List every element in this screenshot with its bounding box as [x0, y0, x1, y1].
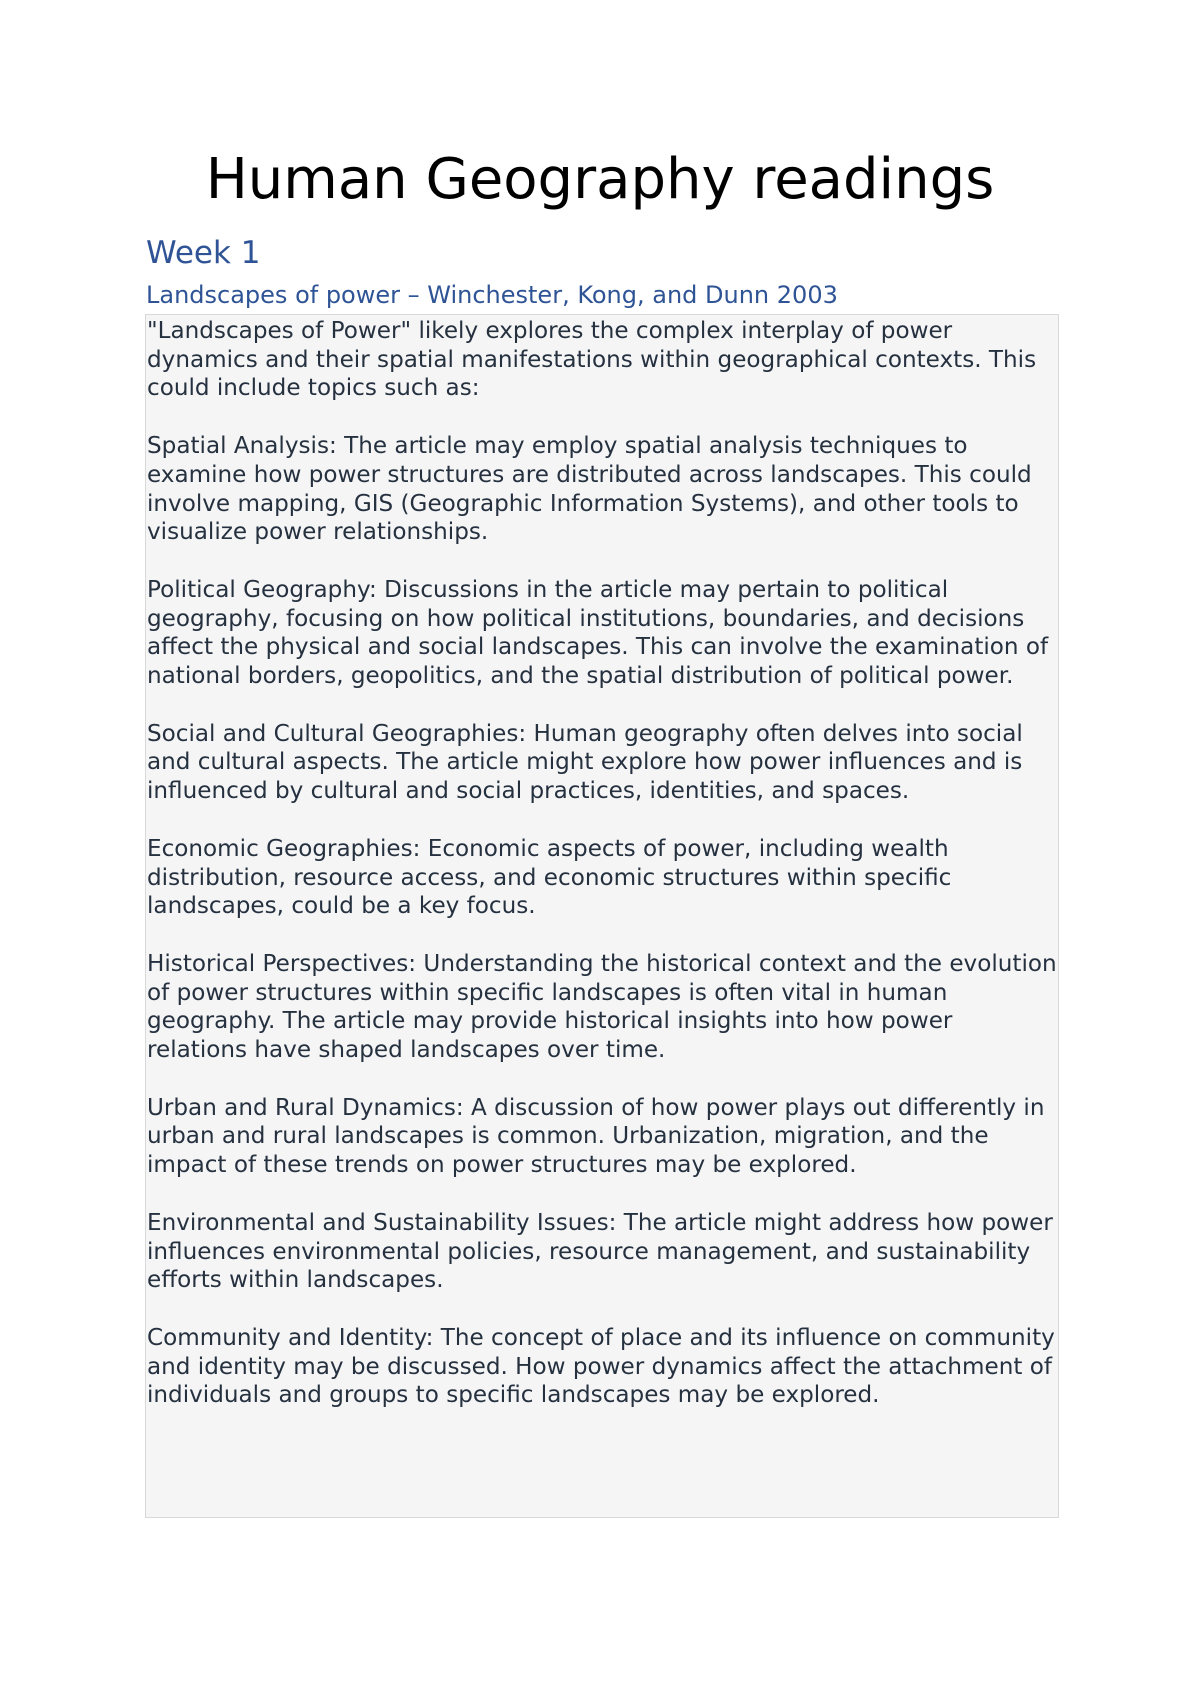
document-title: Human Geography readings	[205, 147, 995, 212]
summary-text-box	[145, 314, 1059, 1518]
summary-paragraph-social-cultural: Social and Cultural Geographies: Human geography often delves into social and cultural aspects. The article might explore how power influences and is influenced by cultural and social practices, identities, and spaces.	[147, 720, 1023, 805]
summary-paragraph-urban-rural: Urban and Rural Dynamics: A discussion of how power plays out differently in urban and rural landscapes is common. Urbanization, migration, and the impact of these trends on power structures may be explored.	[147, 1094, 1045, 1179]
summary-paragraph-historical: Historical Perspectives: Understanding the historical context and the evolution of power structures within specific landscapes is often vital in human geography. The article may provide historical insights into how power relations have shaped landscapes over time.	[147, 950, 1057, 1064]
summary-paragraph-political-geography: Political Geography: Discussions in the article may pertain to political geography, focusing on how political institutions, boundaries, and decisions affect the physical and social landscapes. This can involve the examination of national borders, geopolitics, and the spatial distribution of political power.	[147, 576, 1049, 690]
week-heading: Week 1	[146, 235, 261, 271]
summary-paragraph-spatial-analysis: Spatial Analysis: The article may employ spatial analysis techniques to examine how power structures are distributed across landscapes. This could involve mapping, GIS (Geographic Information Systems), and other tools to visualize power relationships.	[147, 433, 1032, 546]
summary-paragraph-environmental: Environmental and Sustainability Issues: The article might address how power influences environmental policies, resource management, and sustainability efforts within landscapes.	[147, 1209, 1053, 1294]
summary-paragraph-economic: Economic Geographies: Economic aspects of power, including wealth distribution, resource access, and economic structures within specific landscapes, could be a key focus.	[147, 835, 952, 920]
summary-paragraph-community-identity: Community and Identity: The concept of place and its influence on community and identity may be discussed. How power dynamics affect the attachment of individuals and groups to specific landscapes may be explored.	[147, 1324, 1055, 1409]
summary-paragraph-intro: "Landscapes of Power" likely explores the complex interplay of power dynamics and their spatial manifestations within geographical contexts. This could include topics such as:	[147, 318, 1037, 402]
reading-heading: Landscapes of power – Winchester, Kong, and Dunn 2003	[146, 281, 838, 309]
